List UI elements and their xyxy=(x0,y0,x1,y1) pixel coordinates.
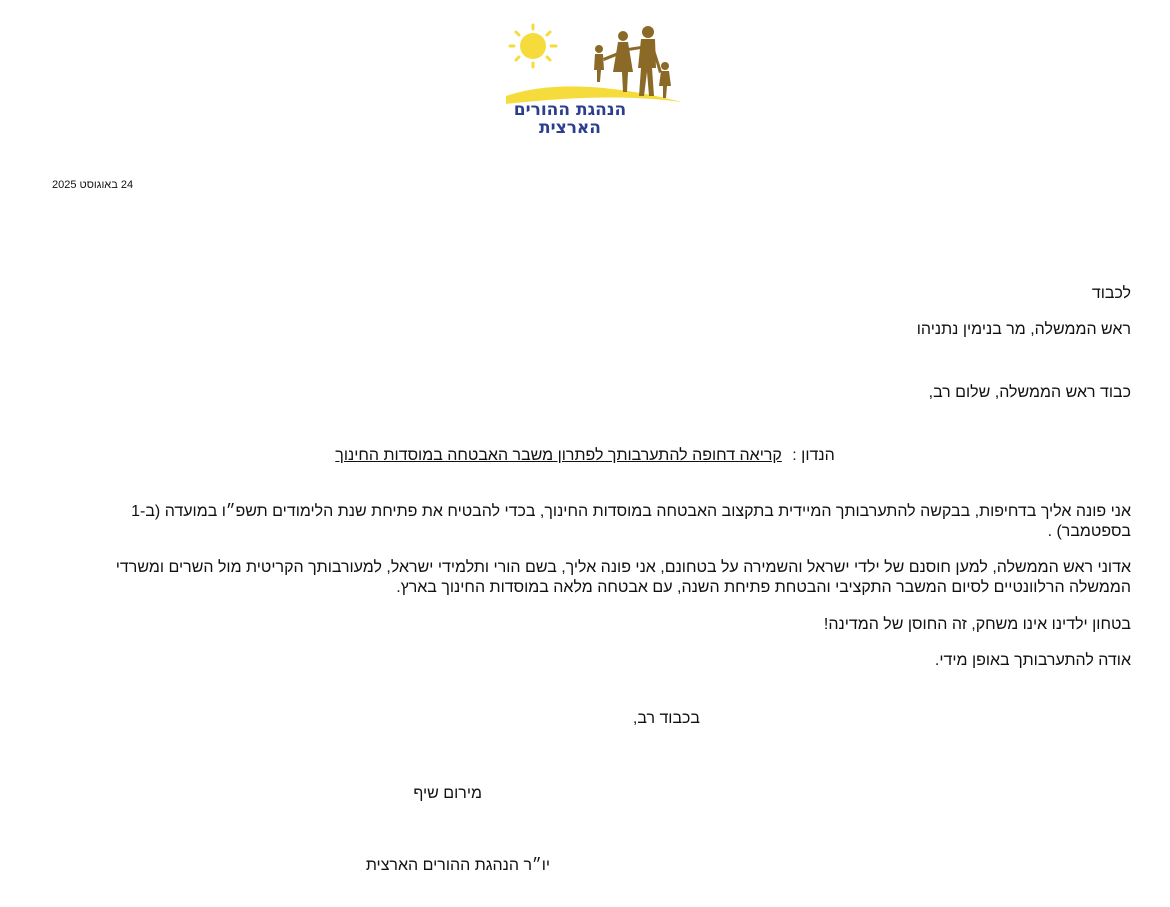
family-sun-emblem xyxy=(500,22,690,140)
addressee-salutation: לכבוד xyxy=(1091,285,1131,302)
closing-phrase: בכבוד רב, xyxy=(632,710,700,727)
organization-logo xyxy=(500,22,690,140)
letter-date: 24 באוגוסט 2025 xyxy=(52,179,134,191)
sun-icon xyxy=(520,33,546,59)
body-paragraph: אדוני ראש הממשלה, למען חוסנם של ילדי ישראל והשמירה על בטחונם, אני פונה אליך, בשם הורי ותלמידי ישראל, למעורבותך הקריטית מול השרים ומשרדי הממשלה הרלוונטיים לסיום המשבר התקציבי והבטחת פתיחת השנה, עם אבטחה מלאה במוסדות החינוך בארץ. xyxy=(115,559,1131,596)
family-figures-icon xyxy=(594,26,671,98)
subject-text: קריאה דחופה להתערבותך לפתרון משבר האבטחה במוסדות החינוך xyxy=(335,447,782,464)
subject-prefix: הנדון : xyxy=(792,447,835,464)
greeting: כבוד ראש הממשלה, שלום רב, xyxy=(928,384,1131,401)
body-paragraph: בטחון ילדינו אינו משחק, זה החוסן של המדינה! xyxy=(823,616,1131,633)
body-paragraph: אודה להתערבותך באופן מידי. xyxy=(934,652,1131,669)
addressee-name: ראש הממשלה, מר בנימין נתניהו xyxy=(916,321,1131,338)
signer-title: יו״ר הנהגת ההורים הארצית xyxy=(365,857,550,874)
subject-line xyxy=(0,446,1170,466)
logo-text-line-2: הארצית xyxy=(538,118,602,138)
signer-name: מירום שיף xyxy=(413,785,482,802)
logo-text-line-1: הנהגת ההורים xyxy=(513,100,627,120)
body-paragraph: אני פונה אליך בדחיפות, בבקשה להתערבותך המיידית בתקצוב האבטחה במוסדות החינוך, בכדי להבטיח את פתיחת שנת הלימודים תשפ״ו במועדה (ב-1 בספטמבר) . xyxy=(131,503,1131,540)
